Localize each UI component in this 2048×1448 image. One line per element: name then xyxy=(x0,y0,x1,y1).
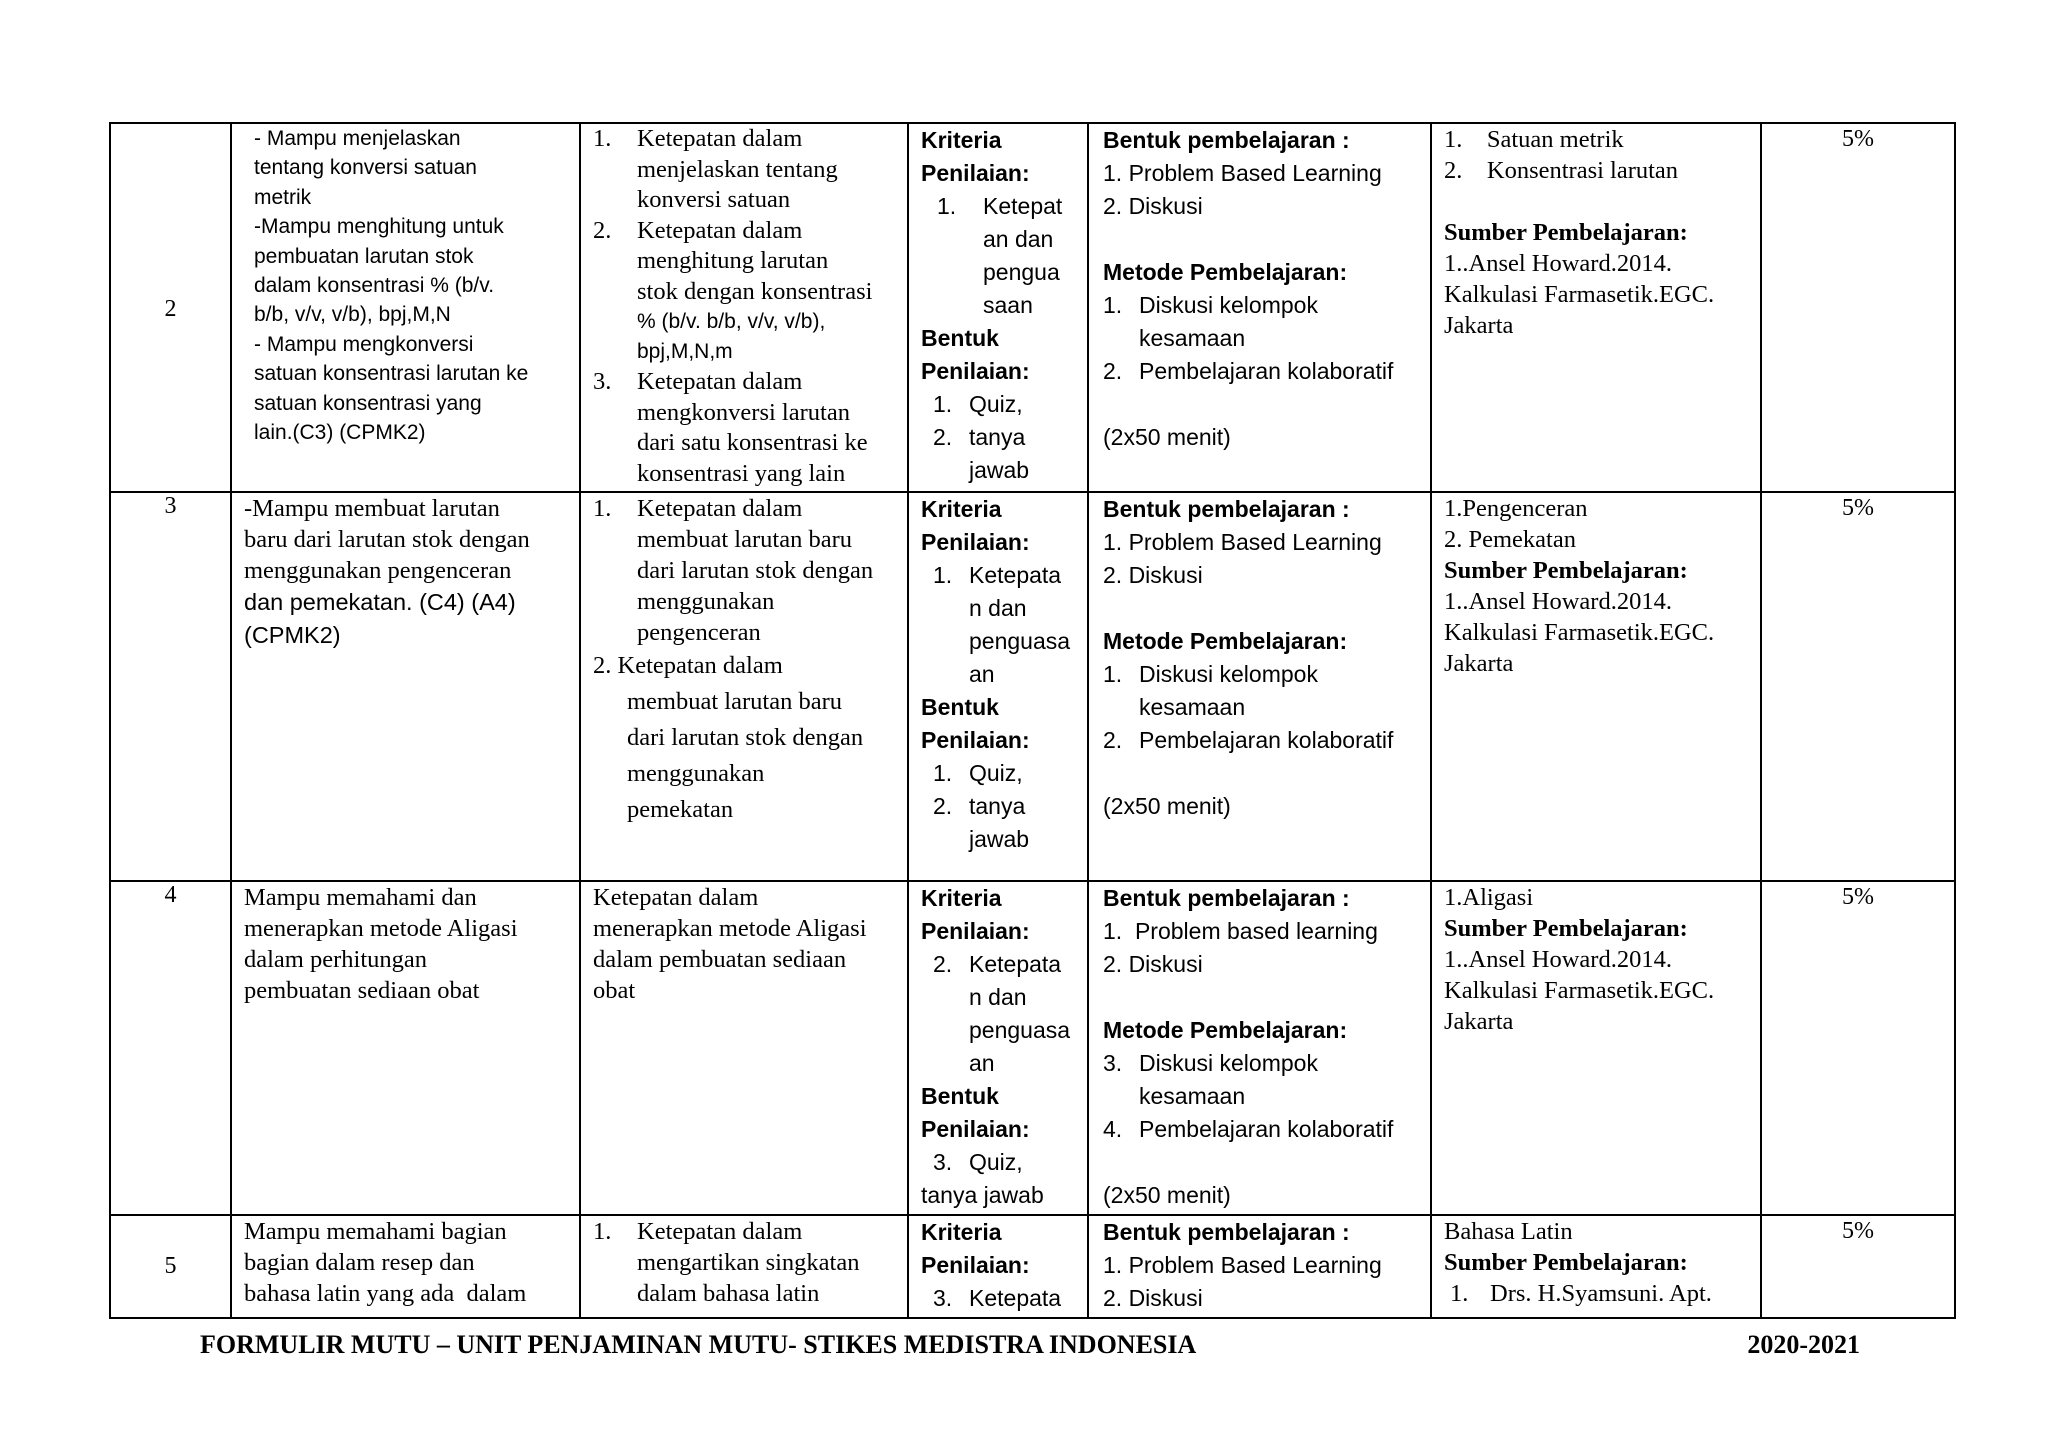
kemampuan-line: satuan konsentrasi yang xyxy=(254,391,482,415)
materi-item: 2. Konsentrasi larutan xyxy=(1444,157,1679,184)
indikator-line: Ketepatan dalam xyxy=(637,1218,803,1245)
kriteria-line: saan xyxy=(983,292,1033,318)
sumber-label: Sumber Pembelajaran: xyxy=(1444,557,1688,584)
sumber-label: Sumber Pembelajaran: xyxy=(1444,219,1688,246)
metode-item xyxy=(1103,289,1422,355)
materi-cell xyxy=(1431,1215,1761,1318)
kriteria-line: n dan xyxy=(969,595,1027,621)
bentuk-number xyxy=(921,454,969,487)
indikator-line: menggunakan xyxy=(627,760,765,787)
row-number-text: 2 xyxy=(164,296,177,322)
indikator-number: 1. xyxy=(593,495,612,522)
kriteria-label: Penilaian: xyxy=(921,529,1030,555)
materi-cell xyxy=(1431,881,1761,1215)
indikator-line: Ketepatan dalam xyxy=(637,216,803,244)
sumber-line: 1..Ansel Howard.2014. xyxy=(1444,946,1672,973)
bentuk-pembelajaran-label: Bentuk pembelajaran : xyxy=(1103,885,1350,911)
kriteria-line: pengua xyxy=(983,259,1060,285)
kriteria-cell xyxy=(908,881,1088,1215)
metode-number: 4. xyxy=(1103,1116,1123,1142)
indikator-item xyxy=(593,367,899,489)
indikator-line: Ketepatan dalam xyxy=(637,125,803,152)
pembelajaran-cell xyxy=(1088,123,1431,492)
kemampuan-line: - Mampu mengkonversi xyxy=(254,332,474,356)
indikator-number: 2. xyxy=(593,652,612,679)
bobot-text: 5% xyxy=(1842,884,1874,910)
kriteria-item xyxy=(921,190,1079,322)
bentuk-text: Quiz, xyxy=(969,760,1023,786)
sumber-label: Sumber Pembelajaran: xyxy=(1444,915,1688,942)
sumber-label: Sumber Pembelajaran: xyxy=(1444,1249,1688,1276)
indikator-line: dari satu konsentrasi ke xyxy=(637,429,868,456)
bentuk-item xyxy=(921,421,1079,454)
kemampuan-line: - Mampu menjelaskan xyxy=(254,127,461,150)
metode-line: Diskusi kelompok xyxy=(1139,1050,1318,1076)
bobot-cell xyxy=(1761,123,1955,492)
bentuk-text: tanya xyxy=(969,793,1026,819)
bentuk-text: tanya jawab xyxy=(921,1182,1044,1208)
bentuk-number: 2. xyxy=(933,793,953,819)
bentuk-penilaian-label: Penilaian: xyxy=(921,727,1030,753)
metode-label: Metode Pembelajaran: xyxy=(1103,628,1348,654)
kemampuan-line: Mampu memahami bagian xyxy=(244,1218,507,1245)
metode-number: 2. xyxy=(1103,358,1123,384)
sumber-line: Jakarta xyxy=(1444,1008,1514,1035)
kemampuan-line: baru dari larutan stok dengan xyxy=(244,526,530,553)
bobot-cell xyxy=(1761,881,1955,1215)
bentuk-number: 1. xyxy=(933,760,953,786)
indikator-line: membuat larutan baru xyxy=(637,526,852,553)
bentuk-pembelajaran-label: Bentuk pembelajaran : xyxy=(1103,1219,1350,1245)
metode-item xyxy=(1103,1047,1422,1113)
kemampuan-line: bagian dalam resep dan xyxy=(244,1249,475,1276)
row-number-text: 5 xyxy=(164,1253,177,1279)
metode-item xyxy=(1103,724,1422,757)
kriteria-cell xyxy=(908,1215,1088,1318)
kemampuan-line: dalam konsentrasi % (b/v. xyxy=(254,274,495,298)
sumber-item xyxy=(1444,1278,1752,1309)
indikator-item xyxy=(593,493,899,648)
metode-line: Pembelajaran kolaboratif xyxy=(1139,727,1394,753)
bentuk-pembelajaran-label: Bentuk pembelajaran : xyxy=(1103,127,1350,153)
kriteria-label: Kriteria xyxy=(921,885,1002,911)
bentuk-item xyxy=(921,1146,1079,1179)
rps-table xyxy=(109,122,1956,1319)
indikator-line: konsentrasi yang lain xyxy=(637,459,846,487)
kemampuan-line: dan pemekatan. (C4) (A4) xyxy=(244,589,516,615)
metode-line: kesamaan xyxy=(1139,694,1246,720)
kriteria-number: 3. xyxy=(933,1285,953,1311)
sumber-line: Kalkulasi Farmasetik.EGC. xyxy=(1444,977,1715,1004)
indikator-line: dalam bahasa latin xyxy=(637,1280,820,1307)
table-row xyxy=(110,492,1955,881)
bobot-text: 5% xyxy=(1842,495,1874,521)
bentuk-pembelajaran-item: 2. Diskusi xyxy=(1103,951,1203,977)
kriteria-line: Ketepata xyxy=(969,562,1062,588)
kemampuan-line: dalam perhitungan xyxy=(244,946,428,973)
kriteria-label: Kriteria xyxy=(921,127,1002,153)
row-number xyxy=(110,881,231,1215)
sumber-line: Jakarta xyxy=(1444,312,1514,339)
bentuk-text: jawab xyxy=(969,826,1030,852)
materi-item: 1.Aligasi xyxy=(1444,884,1534,911)
materi-item: Bahasa Latin xyxy=(1444,1218,1573,1245)
materi-cell xyxy=(1431,492,1761,881)
indikator-line: Ketepatan dalam xyxy=(617,652,783,679)
kriteria-line: penguasa xyxy=(969,1017,1071,1043)
kriteria-line: an xyxy=(969,1050,995,1076)
rps-table-container xyxy=(109,122,1954,1319)
indikator-number: 3. xyxy=(593,368,612,395)
waktu-text: (2x50 menit) xyxy=(1103,793,1231,819)
kemampuan-line: (CPMK2) xyxy=(244,622,341,648)
sumber-line: Drs. H.Syamsuni. Apt. xyxy=(1490,1280,1712,1307)
kriteria-item xyxy=(921,1282,1079,1315)
bobot-text: 5% xyxy=(1842,126,1874,152)
kriteria-label: Penilaian: xyxy=(921,160,1030,186)
kemampuan-line: bahasa latin yang ada dalam xyxy=(244,1280,527,1307)
row-number xyxy=(110,492,231,881)
indikator-line: bpj,M,N,m xyxy=(637,340,733,363)
indikator-number: 1. xyxy=(593,1218,612,1245)
metode-number: 2. xyxy=(1103,727,1123,753)
metode-item xyxy=(1103,1113,1422,1146)
kemampuan-line: lain.(C3) (CPMK2) xyxy=(254,421,426,445)
indikator-line: stok dengan konsentrasi xyxy=(637,277,873,305)
kriteria-line: Ketepat xyxy=(983,193,1063,219)
indikator-cell xyxy=(580,492,908,881)
indikator-cell xyxy=(580,881,908,1215)
metode-item xyxy=(1103,658,1422,724)
bentuk-text: jawab xyxy=(969,457,1030,483)
bentuk-pembelajaran-item: 2. Diskusi xyxy=(1103,193,1203,219)
metode-label: Metode Pembelajaran: xyxy=(1103,259,1348,285)
bentuk-item xyxy=(921,823,1079,856)
indikator-cell xyxy=(580,1215,908,1318)
indikator-line: membuat larutan baru xyxy=(627,688,842,715)
bentuk-text: Quiz, xyxy=(969,1149,1023,1175)
kemampuan-line: pembuatan sediaan obat xyxy=(244,977,480,1004)
kemampuan-line: b/b, v/v, v/b), bpj,M,N xyxy=(254,303,451,327)
bentuk-pembelajaran-item: 1. Problem Based Learning xyxy=(1103,529,1382,555)
kriteria-cell xyxy=(908,492,1088,881)
kriteria-label: Kriteria xyxy=(921,496,1002,522)
bentuk-text: Quiz, xyxy=(969,391,1023,417)
indikator-line: menjelaskan tentang xyxy=(637,155,838,183)
kriteria-label: Penilaian: xyxy=(921,918,1030,944)
kemampuan-line: metrik xyxy=(254,185,312,209)
metode-label: Metode Pembelajaran: xyxy=(1103,1017,1348,1043)
kriteria-number: 1. xyxy=(933,562,953,588)
row-number xyxy=(110,1215,231,1318)
sumber-line: 1..Ansel Howard.2014. xyxy=(1444,250,1672,277)
kemampuan-line: menggunakan pengenceran xyxy=(244,557,512,584)
bentuk-number xyxy=(921,823,969,856)
indikator-number: 1. xyxy=(593,125,612,152)
sumber-line: Kalkulasi Farmasetik.EGC. xyxy=(1444,619,1715,646)
bentuk-item xyxy=(921,454,1079,487)
indikator-line: dari larutan stok dengan xyxy=(637,557,874,584)
bentuk-item xyxy=(921,388,1079,421)
kriteria-item xyxy=(921,559,1079,691)
materi-cell xyxy=(1431,123,1761,492)
bentuk-pembelajaran-item: 1. Problem based learning xyxy=(1103,918,1378,944)
kemampuan-line: menerapkan metode Aligasi xyxy=(244,915,518,942)
indikator-item xyxy=(593,1216,899,1309)
waktu-text: (2x50 menit) xyxy=(1103,424,1231,450)
kemampuan-line: -Mampu membuat larutan xyxy=(244,495,500,522)
bobot-text: 5% xyxy=(1842,1218,1874,1244)
bentuk-pembelajaran-item: 1. Problem Based Learning xyxy=(1103,1252,1382,1278)
indikator-line: Ketepatan dalam xyxy=(637,495,803,522)
pembelajaran-cell xyxy=(1088,881,1431,1215)
bentuk-pembelajaran-item: 2. Diskusi xyxy=(1103,1285,1203,1311)
bentuk-item xyxy=(921,790,1079,823)
kemampuan-cell xyxy=(231,123,580,492)
kemampuan-cell xyxy=(231,1215,580,1318)
indikator-cell xyxy=(580,123,908,492)
kemampuan-line: tentang konversi satuan xyxy=(254,156,477,180)
row-number xyxy=(110,123,231,492)
bentuk-pembelajaran-item: 2. Diskusi xyxy=(1103,562,1203,588)
bentuk-text: tanya xyxy=(969,424,1026,450)
sumber-line: Kalkulasi Farmasetik.EGC. xyxy=(1444,281,1715,308)
pembelajaran-cell xyxy=(1088,1215,1431,1318)
metode-line: Pembelajaran kolaboratif xyxy=(1139,358,1394,384)
kriteria-line: penguasa xyxy=(969,628,1071,654)
indikator-item xyxy=(593,124,899,216)
materi-item: 1.Pengenceran xyxy=(1444,495,1588,522)
kriteria-line: an xyxy=(969,661,995,687)
bentuk-number: 2. xyxy=(933,424,953,450)
indikator-line: dari larutan stok dengan xyxy=(627,724,864,751)
footer-institution: FORMULIR MUTU – UNIT PENJAMINAN MUTU- STIKES MEDISTRA INDONESIA xyxy=(200,1330,1197,1359)
kemampuan-line: pembuatan larutan stok xyxy=(254,244,474,268)
metode-number: 1. xyxy=(1103,661,1123,687)
bentuk-pembelajaran-item: 1. Problem Based Learning xyxy=(1103,160,1382,186)
indikator-line: Ketepatan dalam xyxy=(593,884,759,911)
bentuk-penilaian-label: Penilaian: xyxy=(921,1116,1030,1142)
kriteria-number: 1. xyxy=(937,193,957,219)
indikator-line: menggunakan xyxy=(637,588,775,615)
kriteria-number: 2. xyxy=(933,951,953,977)
metode-line: Diskusi kelompok xyxy=(1139,292,1318,318)
footer-year: 2020-2021 xyxy=(1747,1330,1860,1359)
metode-number: 3. xyxy=(1103,1050,1123,1076)
bobot-cell xyxy=(1761,492,1955,881)
kriteria-line: an dan xyxy=(983,226,1054,252)
kemampuan-line: -Mampu menghitung untuk xyxy=(254,215,504,239)
bentuk-pembelajaran-label: Bentuk pembelajaran : xyxy=(1103,496,1350,522)
bentuk-penilaian-label: Penilaian: xyxy=(921,358,1030,384)
row-number-text: 3 xyxy=(164,493,177,519)
kriteria-cell xyxy=(908,123,1088,492)
kriteria-line: Ketepata xyxy=(969,951,1062,977)
indikator-line: mengkonversi larutan xyxy=(637,398,850,426)
indikator-line: mengartikan singkatan xyxy=(637,1249,860,1276)
table-row xyxy=(110,881,1955,1215)
sumber-line: Jakarta xyxy=(1444,650,1514,677)
indikator-line: % (b/v. b/b, v/v, v/b), xyxy=(637,310,826,333)
sumber-number: 1. xyxy=(1450,1280,1469,1307)
kriteria-line: n dan xyxy=(969,984,1027,1010)
indikator-line: obat xyxy=(593,977,636,1004)
kriteria-line: Ketepata xyxy=(969,1285,1062,1311)
indikator-line: konversi satuan xyxy=(637,186,791,213)
kemampuan-line: satuan konsentrasi larutan ke xyxy=(254,362,529,386)
bentuk-number: 1. xyxy=(933,391,953,417)
metode-line: Diskusi kelompok xyxy=(1139,661,1318,687)
indikator-number: 2. xyxy=(593,216,612,244)
kriteria-item xyxy=(921,948,1079,1080)
kriteria-label: Kriteria xyxy=(921,1219,1002,1245)
bentuk-item xyxy=(921,757,1079,790)
metode-line: kesamaan xyxy=(1139,325,1246,351)
pembelajaran-cell xyxy=(1088,492,1431,881)
kemampuan-cell xyxy=(231,492,580,881)
bentuk-number: 3. xyxy=(933,1149,953,1175)
indikator-line: Ketepatan dalam xyxy=(637,368,803,395)
indikator-item xyxy=(593,216,899,368)
indikator-line: pengenceran xyxy=(637,619,761,646)
row-number-text: 4 xyxy=(164,882,177,908)
metode-number: 1. xyxy=(1103,292,1123,318)
indikator-item xyxy=(593,648,899,828)
indikator-line: dalam pembuatan sediaan xyxy=(593,946,847,973)
kemampuan-line: Mampu memahami dan xyxy=(244,884,477,911)
sumber-line: 1..Ansel Howard.2014. xyxy=(1444,588,1672,615)
bentuk-penilaian-label: Bentuk xyxy=(921,325,999,351)
bobot-cell xyxy=(1761,1215,1955,1318)
metode-item xyxy=(1103,355,1422,388)
kriteria-label: Penilaian: xyxy=(921,1252,1030,1278)
metode-line: Pembelajaran kolaboratif xyxy=(1139,1116,1394,1142)
kemampuan-cell xyxy=(231,881,580,1215)
materi-item: 2. Pemekatan xyxy=(1444,526,1576,553)
indikator-line: menerapkan metode Aligasi xyxy=(593,915,867,942)
indikator-line: menghitung larutan xyxy=(637,247,829,274)
bentuk-penilaian-label: Bentuk xyxy=(921,1083,999,1109)
indikator-line: pemekatan xyxy=(627,796,734,823)
table-row xyxy=(110,123,1955,492)
materi-item: 1. Satuan metrik xyxy=(1444,126,1624,153)
bentuk-penilaian-label: Bentuk xyxy=(921,694,999,720)
metode-line: kesamaan xyxy=(1139,1083,1246,1109)
waktu-text: (2x50 menit) xyxy=(1103,1182,1231,1208)
table-row xyxy=(110,1215,1955,1318)
